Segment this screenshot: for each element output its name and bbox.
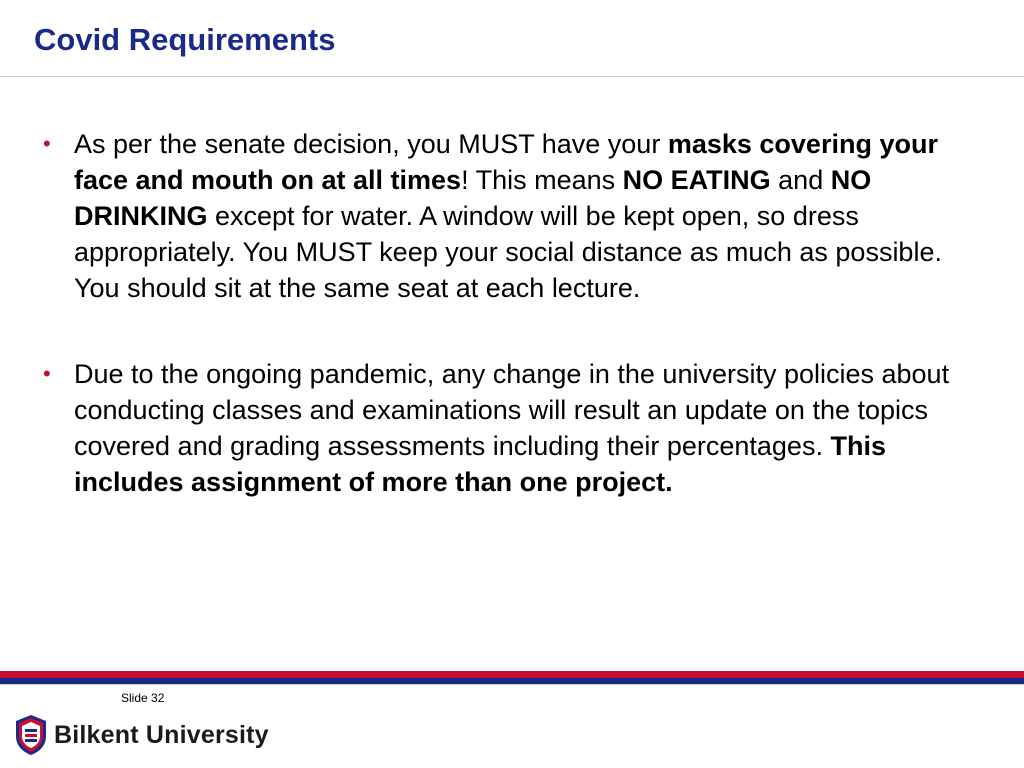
title-divider (0, 76, 1024, 77)
slide-title: Covid Requirements (34, 22, 336, 57)
bullet-segment: and (770, 165, 831, 195)
bullet-segment: except for water. A window will be kept open, so dress appropriately. You MUST keep your social distance as much as possible. You should sit at the same seat at each lecture. (74, 201, 942, 303)
footer-divider (0, 684, 1024, 685)
bullet-item (40, 356, 980, 500)
bullet-item (40, 126, 980, 306)
bullet-segment-bold: masks covering your face and mouth on at all times (74, 129, 938, 195)
bilkent-crest-icon (14, 714, 48, 756)
bullet-segment-bold: NO DRINKING (74, 165, 872, 231)
bullet-segment: Due to the ongoing pandemic, any change in the university policies about conducting classes and examinations will result an update on the topics covered and grading assessments including their percentages. (74, 359, 950, 461)
bullet-list (40, 126, 980, 550)
bullet-marker: • (43, 131, 51, 156)
bullet-segment: As per the senate decision, you MUST have your (74, 129, 668, 159)
bullet-text (74, 359, 949, 497)
bullet-segment: ! This means (461, 165, 623, 195)
university-logo (14, 714, 269, 756)
university-name: Bilkent University (54, 720, 269, 749)
bullet-segment-bold: NO EATING (622, 165, 771, 195)
footer-band-red (0, 671, 1024, 678)
bullet-text (74, 129, 942, 303)
bullet-marker: • (43, 361, 51, 386)
bullet-segment-bold: This includes assignment of more than one project. (74, 431, 886, 497)
slide-number: Slide 32 (121, 691, 165, 705)
